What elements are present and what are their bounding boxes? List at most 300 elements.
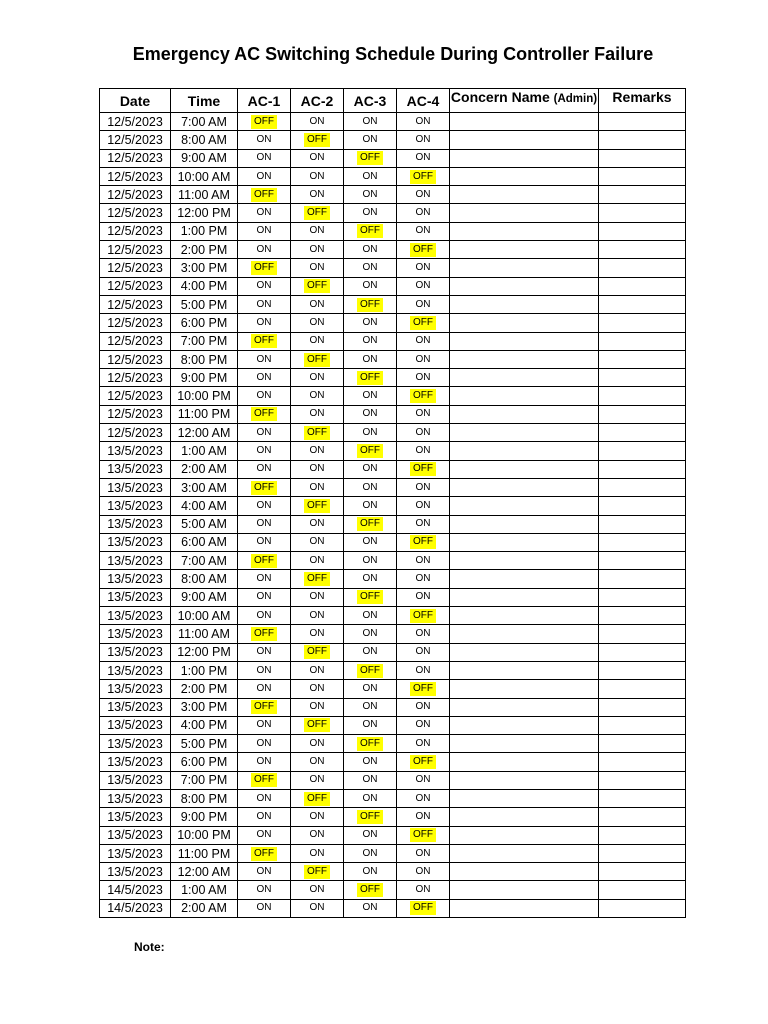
status-off: OFF: [304, 279, 330, 293]
remarks-cell[interactable]: [599, 497, 686, 515]
header-concern-label: Concern Name: [450, 89, 550, 105]
time-cell: 10:00 AM: [171, 607, 238, 625]
concern-name-cell[interactable]: [450, 533, 599, 551]
ac3-status-cell: [344, 643, 397, 661]
remarks-cell[interactable]: [599, 643, 686, 661]
status-on: ON: [309, 591, 325, 603]
ac2-status-cell: [291, 789, 344, 807]
ac3-status-cell: [344, 808, 397, 826]
status-off: OFF: [251, 627, 277, 641]
ac4-status-cell: [397, 204, 450, 222]
remarks-cell[interactable]: [599, 661, 686, 679]
ac4-status-cell: [397, 789, 450, 807]
ac1-status-cell: [238, 295, 291, 313]
concern-name-cell[interactable]: [450, 350, 599, 368]
status-off: OFF: [251, 188, 277, 202]
remarks-cell[interactable]: [599, 131, 686, 149]
status-off: OFF: [410, 828, 436, 842]
date-cell: 13/5/2023: [100, 442, 171, 460]
ac2-status-cell: [291, 204, 344, 222]
status-on: ON: [309, 115, 325, 127]
remarks-cell[interactable]: [599, 149, 686, 167]
table-row: [100, 826, 686, 844]
remarks-cell[interactable]: [599, 570, 686, 588]
ac3-status-cell: [344, 607, 397, 625]
date-cell: 12/5/2023: [100, 314, 171, 332]
status-off: OFF: [357, 664, 383, 678]
date-cell: 12/5/2023: [100, 332, 171, 350]
ac4-status-cell: [397, 405, 450, 423]
ac3-status-cell: [344, 405, 397, 423]
time-cell: 2:00 PM: [171, 680, 238, 698]
status-on: ON: [362, 390, 378, 402]
concern-name-cell[interactable]: [450, 607, 599, 625]
status-off: OFF: [251, 773, 277, 787]
status-on: ON: [256, 298, 272, 310]
ac3-status-cell: [344, 259, 397, 277]
remarks-cell[interactable]: [599, 186, 686, 204]
table-row: [100, 570, 686, 588]
remarks-cell[interactable]: [599, 826, 686, 844]
ac2-status-cell: [291, 625, 344, 643]
status-on: ON: [256, 444, 272, 456]
ac2-status-cell: [291, 350, 344, 368]
date-cell: 13/5/2023: [100, 607, 171, 625]
remarks-cell[interactable]: [599, 588, 686, 606]
ac1-status-cell: [238, 241, 291, 259]
ac2-status-cell: [291, 680, 344, 698]
ac2-status-cell: [291, 369, 344, 387]
ac4-status-cell: [397, 881, 450, 899]
date-cell: 13/5/2023: [100, 552, 171, 570]
status-off: OFF: [251, 700, 277, 714]
status-on: ON: [362, 170, 378, 182]
remarks-cell[interactable]: [599, 515, 686, 533]
concern-name-cell[interactable]: [450, 149, 599, 167]
ac3-status-cell: [344, 881, 397, 899]
date-cell: 13/5/2023: [100, 588, 171, 606]
remarks-cell[interactable]: [599, 881, 686, 899]
ac1-status-cell: [238, 478, 291, 496]
concern-name-cell[interactable]: [450, 204, 599, 222]
remarks-cell[interactable]: [599, 167, 686, 185]
ac3-status-cell: [344, 442, 397, 460]
ac1-status-cell: [238, 771, 291, 789]
status-off: OFF: [304, 353, 330, 367]
status-off: OFF: [410, 316, 436, 330]
ac4-status-cell: [397, 570, 450, 588]
status-on: ON: [415, 152, 431, 164]
remarks-cell[interactable]: [599, 716, 686, 734]
concern-name-cell[interactable]: [450, 661, 599, 679]
remarks-cell[interactable]: [599, 844, 686, 862]
status-off: OFF: [410, 170, 436, 184]
ac4-status-cell: [397, 277, 450, 295]
ac1-status-cell: [238, 259, 291, 277]
ac1-status-cell: [238, 442, 291, 460]
status-off: OFF: [357, 737, 383, 751]
concern-name-cell[interactable]: [450, 789, 599, 807]
time-cell: 10:00 AM: [171, 167, 238, 185]
remarks-cell[interactable]: [599, 424, 686, 442]
status-off: OFF: [304, 865, 330, 879]
concern-name-cell[interactable]: [450, 716, 599, 734]
status-on: ON: [309, 518, 325, 530]
ac4-status-cell: [397, 442, 450, 460]
concern-name-cell[interactable]: [450, 643, 599, 661]
status-on: ON: [309, 847, 325, 859]
remarks-cell[interactable]: [599, 771, 686, 789]
status-on: ON: [256, 426, 272, 438]
concern-name-cell[interactable]: [450, 698, 599, 716]
remarks-cell[interactable]: [599, 552, 686, 570]
table-row: [100, 716, 686, 734]
status-off: OFF: [357, 590, 383, 604]
remarks-cell[interactable]: [599, 533, 686, 551]
remarks-cell[interactable]: [599, 332, 686, 350]
status-on: ON: [415, 188, 431, 200]
ac3-status-cell: [344, 478, 397, 496]
remarks-cell[interactable]: [599, 460, 686, 478]
time-cell: 3:00 AM: [171, 478, 238, 496]
ac4-status-cell: [397, 716, 450, 734]
status-on: ON: [309, 170, 325, 182]
remarks-cell[interactable]: [599, 204, 686, 222]
concern-name-cell[interactable]: [450, 753, 599, 771]
ac3-status-cell: [344, 863, 397, 881]
ac3-status-cell: [344, 186, 397, 204]
ac2-status-cell: [291, 515, 344, 533]
ac3-status-cell: [344, 680, 397, 698]
date-cell: 13/5/2023: [100, 570, 171, 588]
ac4-status-cell: [397, 424, 450, 442]
ac4-status-cell: [397, 314, 450, 332]
concern-name-cell[interactable]: [450, 570, 599, 588]
table-row: [100, 808, 686, 826]
remarks-cell[interactable]: [599, 387, 686, 405]
ac4-status-cell: [397, 186, 450, 204]
remarks-cell[interactable]: [599, 113, 686, 131]
concern-name-cell[interactable]: [450, 186, 599, 204]
table-row: [100, 332, 686, 350]
status-off: OFF: [304, 133, 330, 147]
status-on: ON: [415, 554, 431, 566]
concern-name-cell[interactable]: [450, 735, 599, 753]
table-row: [100, 113, 686, 131]
ac1-status-cell: [238, 607, 291, 625]
concern-name-cell[interactable]: [450, 424, 599, 442]
ac4-status-cell: [397, 661, 450, 679]
ac3-status-cell: [344, 735, 397, 753]
concern-name-cell[interactable]: [450, 497, 599, 515]
date-cell: 13/5/2023: [100, 460, 171, 478]
ac4-status-cell: [397, 332, 450, 350]
status-on: ON: [362, 774, 378, 786]
concern-name-cell[interactable]: [450, 387, 599, 405]
remarks-cell[interactable]: [599, 405, 686, 423]
table-row: [100, 167, 686, 185]
date-cell: 13/5/2023: [100, 753, 171, 771]
date-cell: 13/5/2023: [100, 661, 171, 679]
time-cell: 7:00 AM: [171, 552, 238, 570]
concern-name-cell[interactable]: [450, 771, 599, 789]
remarks-cell[interactable]: [599, 680, 686, 698]
status-on: ON: [256, 865, 272, 877]
ac1-status-cell: [238, 131, 291, 149]
table-row: [100, 259, 686, 277]
status-on: ON: [256, 884, 272, 896]
remarks-cell[interactable]: [599, 698, 686, 716]
table-row: [100, 899, 686, 917]
time-cell: 1:00 PM: [171, 661, 238, 679]
concern-name-cell[interactable]: [450, 131, 599, 149]
status-on: ON: [309, 902, 325, 914]
table-row: [100, 350, 686, 368]
concern-name-cell[interactable]: [450, 314, 599, 332]
time-cell: 1:00 AM: [171, 442, 238, 460]
ac4-status-cell: [397, 607, 450, 625]
concern-name-cell[interactable]: [450, 863, 599, 881]
remarks-cell[interactable]: [599, 863, 686, 881]
concern-name-cell[interactable]: [450, 515, 599, 533]
concern-name-cell[interactable]: [450, 241, 599, 259]
table-row: [100, 405, 686, 423]
status-on: ON: [362, 262, 378, 274]
status-on: ON: [256, 902, 272, 914]
concern-name-cell[interactable]: [450, 808, 599, 826]
ac4-status-cell: [397, 350, 450, 368]
ac4-status-cell: [397, 497, 450, 515]
remarks-cell[interactable]: [599, 259, 686, 277]
time-cell: 8:00 PM: [171, 350, 238, 368]
ac1-status-cell: [238, 570, 291, 588]
remarks-cell[interactable]: [599, 735, 686, 753]
ac2-status-cell: [291, 332, 344, 350]
table-row: [100, 241, 686, 259]
header-remarks: Remarks: [599, 89, 686, 113]
concern-name-cell[interactable]: [450, 167, 599, 185]
ac1-status-cell: [238, 899, 291, 917]
remarks-cell[interactable]: [599, 369, 686, 387]
status-on: ON: [309, 188, 325, 200]
ac4-status-cell: [397, 808, 450, 826]
ac3-status-cell: [344, 222, 397, 240]
table-row: [100, 607, 686, 625]
remarks-cell[interactable]: [599, 295, 686, 313]
status-on: ON: [256, 719, 272, 731]
status-off: OFF: [357, 371, 383, 385]
concern-name-cell[interactable]: [450, 259, 599, 277]
concern-name-cell[interactable]: [450, 588, 599, 606]
table-row: [100, 643, 686, 661]
status-on: ON: [415, 701, 431, 713]
ac1-status-cell: [238, 113, 291, 131]
table-row: [100, 295, 686, 313]
remarks-cell[interactable]: [599, 314, 686, 332]
status-on: ON: [309, 756, 325, 768]
status-off: OFF: [251, 481, 277, 495]
table-row: [100, 204, 686, 222]
remarks-cell[interactable]: [599, 478, 686, 496]
status-on: ON: [362, 188, 378, 200]
concern-name-cell[interactable]: [450, 552, 599, 570]
remarks-cell[interactable]: [599, 789, 686, 807]
ac1-status-cell: [238, 680, 291, 698]
status-on: ON: [256, 609, 272, 621]
time-cell: 12:00 AM: [171, 863, 238, 881]
ac1-status-cell: [238, 515, 291, 533]
table-row: [100, 515, 686, 533]
status-on: ON: [256, 316, 272, 328]
concern-name-cell[interactable]: [450, 844, 599, 862]
concern-name-cell[interactable]: [450, 442, 599, 460]
time-cell: 2:00 PM: [171, 241, 238, 259]
concern-name-cell[interactable]: [450, 826, 599, 844]
status-on: ON: [309, 408, 325, 420]
status-off: OFF: [304, 206, 330, 220]
ac2-status-cell: [291, 442, 344, 460]
ac1-status-cell: [238, 789, 291, 807]
remarks-cell[interactable]: [599, 222, 686, 240]
table-row: [100, 497, 686, 515]
time-cell: 11:00 AM: [171, 625, 238, 643]
status-on: ON: [415, 847, 431, 859]
ac3-status-cell: [344, 497, 397, 515]
remarks-cell[interactable]: [599, 808, 686, 826]
status-on: ON: [256, 353, 272, 365]
status-off: OFF: [304, 792, 330, 806]
ac2-status-cell: [291, 478, 344, 496]
ac1-status-cell: [238, 826, 291, 844]
date-cell: 13/5/2023: [100, 826, 171, 844]
concern-name-cell[interactable]: [450, 460, 599, 478]
status-off: OFF: [410, 682, 436, 696]
ac2-status-cell: [291, 570, 344, 588]
header-ac1: AC-1: [238, 89, 291, 113]
table-row: [100, 881, 686, 899]
status-on: ON: [309, 554, 325, 566]
ac2-status-cell: [291, 295, 344, 313]
remarks-cell[interactable]: [599, 442, 686, 460]
remarks-cell[interactable]: [599, 625, 686, 643]
concern-name-cell[interactable]: [450, 881, 599, 899]
ac2-status-cell: [291, 753, 344, 771]
ac4-status-cell: [397, 387, 450, 405]
status-on: ON: [362, 536, 378, 548]
status-on: ON: [309, 536, 325, 548]
status-on: ON: [256, 152, 272, 164]
status-on: ON: [256, 810, 272, 822]
concern-name-cell[interactable]: [450, 405, 599, 423]
status-on: ON: [256, 390, 272, 402]
ac3-status-cell: [344, 661, 397, 679]
ac4-status-cell: [397, 259, 450, 277]
status-on: ON: [415, 207, 431, 219]
ac1-status-cell: [238, 698, 291, 716]
table-row: [100, 186, 686, 204]
concern-name-cell[interactable]: [450, 277, 599, 295]
ac4-status-cell: [397, 167, 450, 185]
status-on: ON: [362, 719, 378, 731]
remarks-cell[interactable]: [599, 277, 686, 295]
ac3-status-cell: [344, 698, 397, 716]
status-on: ON: [256, 207, 272, 219]
ac2-status-cell: [291, 533, 344, 551]
status-on: ON: [309, 335, 325, 347]
date-cell: 13/5/2023: [100, 789, 171, 807]
ac1-status-cell: [238, 186, 291, 204]
ac3-status-cell: [344, 332, 397, 350]
status-on: ON: [362, 335, 378, 347]
ac3-status-cell: [344, 295, 397, 313]
ac2-status-cell: [291, 863, 344, 881]
concern-name-cell[interactable]: [450, 222, 599, 240]
time-cell: 8:00 AM: [171, 131, 238, 149]
concern-name-cell[interactable]: [450, 295, 599, 313]
time-cell: 3:00 PM: [171, 259, 238, 277]
date-cell: 12/5/2023: [100, 131, 171, 149]
ac4-status-cell: [397, 515, 450, 533]
time-cell: 12:00 AM: [171, 424, 238, 442]
time-cell: 8:00 AM: [171, 570, 238, 588]
status-on: ON: [362, 353, 378, 365]
status-on: ON: [415, 627, 431, 639]
ac2-status-cell: [291, 167, 344, 185]
ac3-status-cell: [344, 149, 397, 167]
remarks-cell[interactable]: [599, 241, 686, 259]
status-off: OFF: [357, 517, 383, 531]
concern-name-cell[interactable]: [450, 625, 599, 643]
ac4-status-cell: [397, 131, 450, 149]
status-off: OFF: [410, 901, 436, 915]
status-on: ON: [415, 518, 431, 530]
date-cell: 12/5/2023: [100, 259, 171, 277]
status-on: ON: [415, 115, 431, 127]
header-ac4: AC-4: [397, 89, 450, 113]
ac2-status-cell: [291, 241, 344, 259]
date-cell: 13/5/2023: [100, 844, 171, 862]
ac2-status-cell: [291, 808, 344, 826]
concern-name-cell[interactable]: [450, 369, 599, 387]
concern-name-cell[interactable]: [450, 113, 599, 131]
status-off: OFF: [357, 224, 383, 238]
table-row: [100, 442, 686, 460]
status-on: ON: [256, 280, 272, 292]
status-on: ON: [362, 115, 378, 127]
ac4-status-cell: [397, 844, 450, 862]
ac4-status-cell: [397, 295, 450, 313]
date-cell: 13/5/2023: [100, 515, 171, 533]
remarks-cell[interactable]: [599, 899, 686, 917]
concern-name-cell[interactable]: [450, 680, 599, 698]
status-on: ON: [362, 682, 378, 694]
table-row: [100, 771, 686, 789]
time-cell: 9:00 PM: [171, 808, 238, 826]
remarks-cell[interactable]: [599, 350, 686, 368]
remarks-cell[interactable]: [599, 607, 686, 625]
status-on: ON: [256, 133, 272, 145]
ac1-status-cell: [238, 844, 291, 862]
status-on: ON: [415, 499, 431, 511]
concern-name-cell[interactable]: [450, 332, 599, 350]
concern-name-cell[interactable]: [450, 478, 599, 496]
status-on: ON: [256, 499, 272, 511]
remarks-cell[interactable]: [599, 753, 686, 771]
concern-name-cell[interactable]: [450, 899, 599, 917]
status-on: ON: [309, 390, 325, 402]
ac2-status-cell: [291, 222, 344, 240]
ac1-status-cell: [238, 753, 291, 771]
